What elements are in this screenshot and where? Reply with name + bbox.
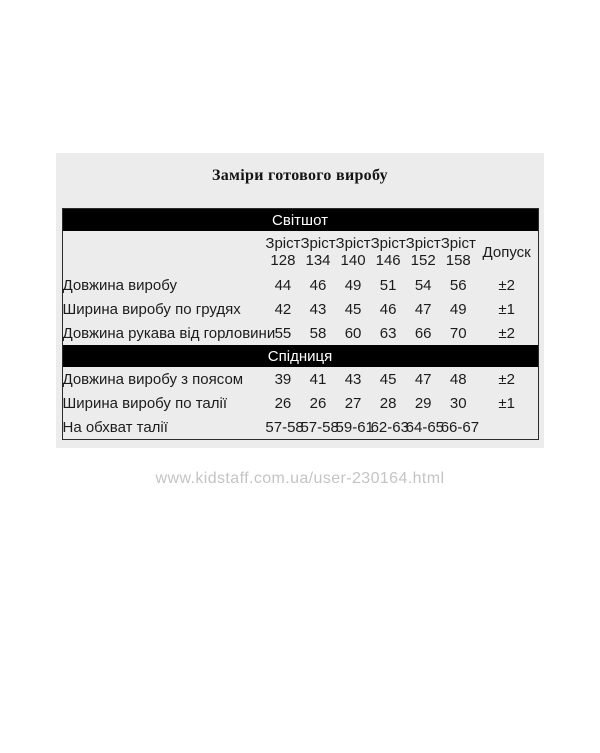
measurement-value: 51 [379,276,397,294]
table-row [62,321,538,345]
tolerance-value [476,415,538,440]
measurement-value: 26 [274,394,292,412]
tolerance-value: ±2 [498,276,515,294]
size-value: 146 [375,252,401,269]
row-label: Довжина виробу з поясом [62,370,244,388]
measurement-value: 46 [309,276,327,294]
measurement-value: 43 [344,370,362,388]
measurement-value: 39 [274,370,292,388]
growth-label: Зріст [335,235,371,252]
measurement-value: 57-58 [265,418,304,436]
measurement-value: 70 [449,324,467,342]
measurement-value: 45 [379,370,397,388]
growth-label: Зріст [265,235,301,252]
measurement-value: 45 [344,300,362,318]
measurement-value: 47 [414,300,432,318]
tolerance-value: ±1 [498,394,515,412]
size-value: 128 [270,252,296,269]
section-title-sweatshirt: Світшот [62,209,538,232]
section-header-row [62,209,538,232]
size-column-header [441,231,476,273]
measurement-value: 66 [414,324,432,342]
measurement-value: 63 [379,324,397,342]
column-header-row [62,231,538,273]
measurement-value: 49 [449,300,467,318]
measurement-value: 41 [309,370,327,388]
size-value: 152 [410,252,436,269]
empty-header-cell [62,231,265,273]
measurement-value: 43 [309,300,327,318]
size-value: 134 [305,252,331,269]
size-value: 140 [340,252,366,269]
tolerance-value: ±1 [498,300,515,318]
row-label: На обхват талії [62,418,168,436]
measurement-value: 59-61 [335,418,374,436]
measurement-value: 62-63 [370,418,409,436]
product-title: Заміри готового виробу [212,167,388,184]
measurement-value: 27 [344,394,362,412]
measurement-value: 58 [309,324,327,342]
table-row [62,415,538,440]
measurement-value: 46 [379,300,397,318]
measurement-value: 48 [449,370,467,388]
measurements-table [62,208,539,440]
measurement-value: 64-65 [405,418,445,436]
measurement-value: 42 [274,300,292,318]
size-value: 158 [445,252,471,269]
size-column-header [406,231,441,273]
tolerance-value: ±2 [498,370,515,388]
row-label: Ширина виробу по талії [62,394,228,412]
row-label: Довжина рукава від горловини [62,324,276,342]
tolerance-value: ±2 [498,324,515,342]
measurement-value: 66-67 [440,418,480,436]
growth-label: Зріст [370,235,406,252]
footer-url: www.kidstaff.com.ua/user-230164.html [155,470,445,487]
section-title-skirt: Спідниця [62,345,538,367]
measurement-value: 57-58 [300,418,339,436]
size-column-header [265,231,300,273]
table-row [62,367,538,391]
measurement-value: 56 [449,276,467,294]
measurement-value: 30 [449,394,467,412]
measurement-value: 60 [344,324,362,342]
size-column-header [300,231,335,273]
measurements-panel [56,153,544,448]
size-column-header [371,231,406,273]
measurement-value: 47 [414,370,432,388]
measurement-value: 49 [344,276,362,294]
measurement-value: 28 [379,394,397,412]
measurement-value: 54 [414,276,432,294]
growth-label: Зріст [440,235,476,252]
measurement-value: 26 [309,394,327,412]
row-label: Довжина виробу [62,276,177,294]
measurement-value: 44 [274,276,292,294]
growth-label: Зріст [405,235,441,252]
measurement-value: 55 [274,324,292,342]
tolerance-column-header: Допуск [482,243,531,261]
table-row [62,391,538,415]
row-label: Ширина виробу по грудях [62,300,241,318]
size-column-header [336,231,371,273]
table-row [62,297,538,321]
measurement-value: 29 [414,394,432,412]
section-header-row [62,345,538,367]
growth-label: Зріст [300,235,336,252]
table-row [62,273,538,297]
